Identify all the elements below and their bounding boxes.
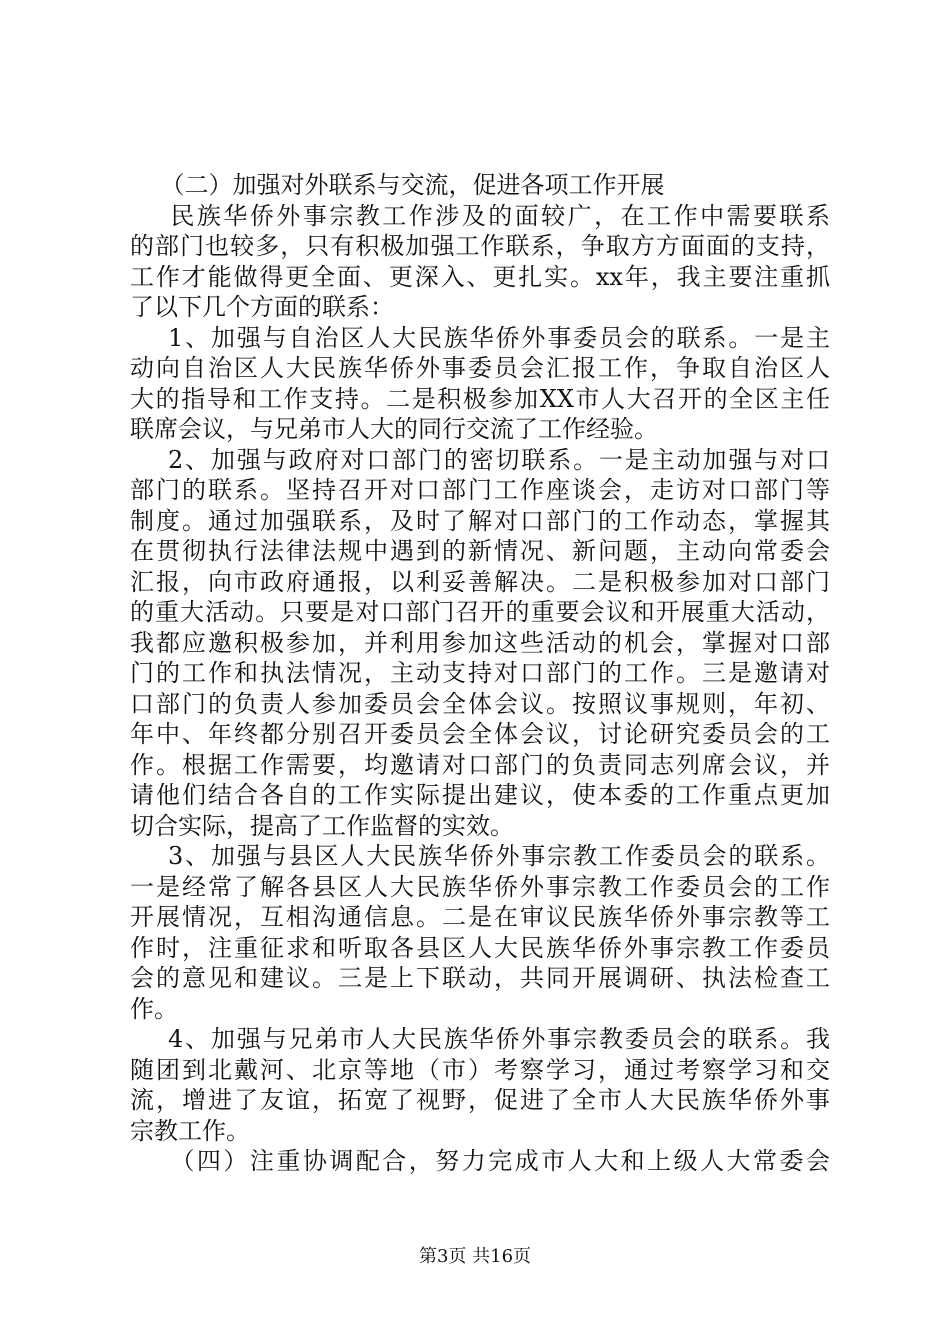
text-line: 口部门的负责人参加委员会全体会议。按照议事规则，年初、 bbox=[130, 689, 830, 718]
text-line: 请他们结合各自的工作实际提出建议，使本委的工作重点更加 bbox=[130, 781, 830, 809]
text-line: （二）加强对外联系与交流，促进各项工作开展 bbox=[130, 171, 665, 199]
text-line: 年中、年终都分别召开委员会全体会议，讨论研究委员会的工 bbox=[130, 720, 830, 748]
text-line: 宗教工作。 bbox=[130, 1116, 250, 1145]
text-line: 制度。通过加强联系，及时了解对口部门的工作动态，掌握其 bbox=[130, 506, 830, 535]
text-line: 作。根据工作需要，均邀请对口部门的负责同志列席会议，并 bbox=[130, 750, 830, 779]
text-line: 切合实际，提高了工作监督的实效。 bbox=[130, 811, 514, 840]
text-line: 流，增进了友谊，拓宽了视野，促进了全市人大民族华侨外事 bbox=[130, 1086, 830, 1114]
text-line: 了以下几个方面的联系： bbox=[130, 293, 394, 321]
text-line: 汇报，向市政府通报，以利妥善解决。二是积极参加对口部门 bbox=[130, 567, 830, 596]
text-line: 2、加强与政府对口部门的密切联系。一是主动加强与对口 bbox=[130, 445, 830, 474]
text-line: 在贯彻执行法律法规中遇到的新情况、新问题，主动向常委会 bbox=[130, 537, 830, 565]
text-line: 门的工作和执法情况，主动支持对口部门的工作。三是邀请对 bbox=[130, 659, 830, 687]
text-line: 的部门也较多，只有积极加强工作联系，争取方方面面的支持， bbox=[130, 232, 830, 260]
text-line: 开展情况，互相沟通信息。二是在审议民族华侨外事宗教等工 bbox=[130, 903, 830, 931]
text-line: 工作才能做得更全面、更深入、更扎实。xx年，我主要注重抓 bbox=[130, 262, 830, 291]
text-line: （四）注重协调配合，努力完成市人大和上级人大常委会 bbox=[130, 1147, 830, 1175]
text-line: 作时，注重征求和听取各县区人大民族华侨外事宗教工作委员 bbox=[130, 933, 830, 962]
text-line: 部门的联系。坚持召开对口部门工作座谈会，走访对口部门等 bbox=[130, 476, 830, 504]
text-line: 随团到北戴河、北京等地（市）考察学习，通过考察学习和交 bbox=[130, 1055, 830, 1084]
text-line: 4、加强与兄弟市人大民族华侨外事宗教委员会的联系。我 bbox=[130, 1025, 830, 1053]
text-line: 我都应邀积极参加，并利用参加这些活动的机会，掌握对口部 bbox=[130, 628, 830, 657]
text-line: 1、加强与自治区人大民族华侨外事委员会的联系。一是主 bbox=[130, 323, 830, 352]
text-line: 作。 bbox=[130, 994, 178, 1023]
page-footer: 第3页 共16页 bbox=[418, 1246, 532, 1267]
text-line: 会的意见和建议。三是上下联动，共同开展调研、执法检查工 bbox=[130, 964, 830, 992]
text-line: 大的指导和工作支持。二是积极参加XX市人大召开的全区主任 bbox=[130, 384, 830, 413]
text-line: 民族华侨外事宗教工作涉及的面较广，在工作中需要联系 bbox=[130, 201, 830, 230]
text-line: 联席会议，与兄弟市人大的同行交流了工作经验。 bbox=[130, 415, 658, 443]
text-line: 3、加强与县区人大民族华侨外事宗教工作委员会的联系。 bbox=[130, 842, 830, 870]
text-line: 的重大活动。只要是对口部门召开的重要会议和开展重大活动， bbox=[130, 598, 830, 626]
document-body bbox=[130, 170, 830, 1177]
text-line: 动向自治区人大民族华侨外事委员会汇报工作，争取自治区人 bbox=[130, 354, 830, 382]
text-line: 一是经常了解各县区人大民族华侨外事宗教工作委员会的工作 bbox=[130, 872, 830, 901]
